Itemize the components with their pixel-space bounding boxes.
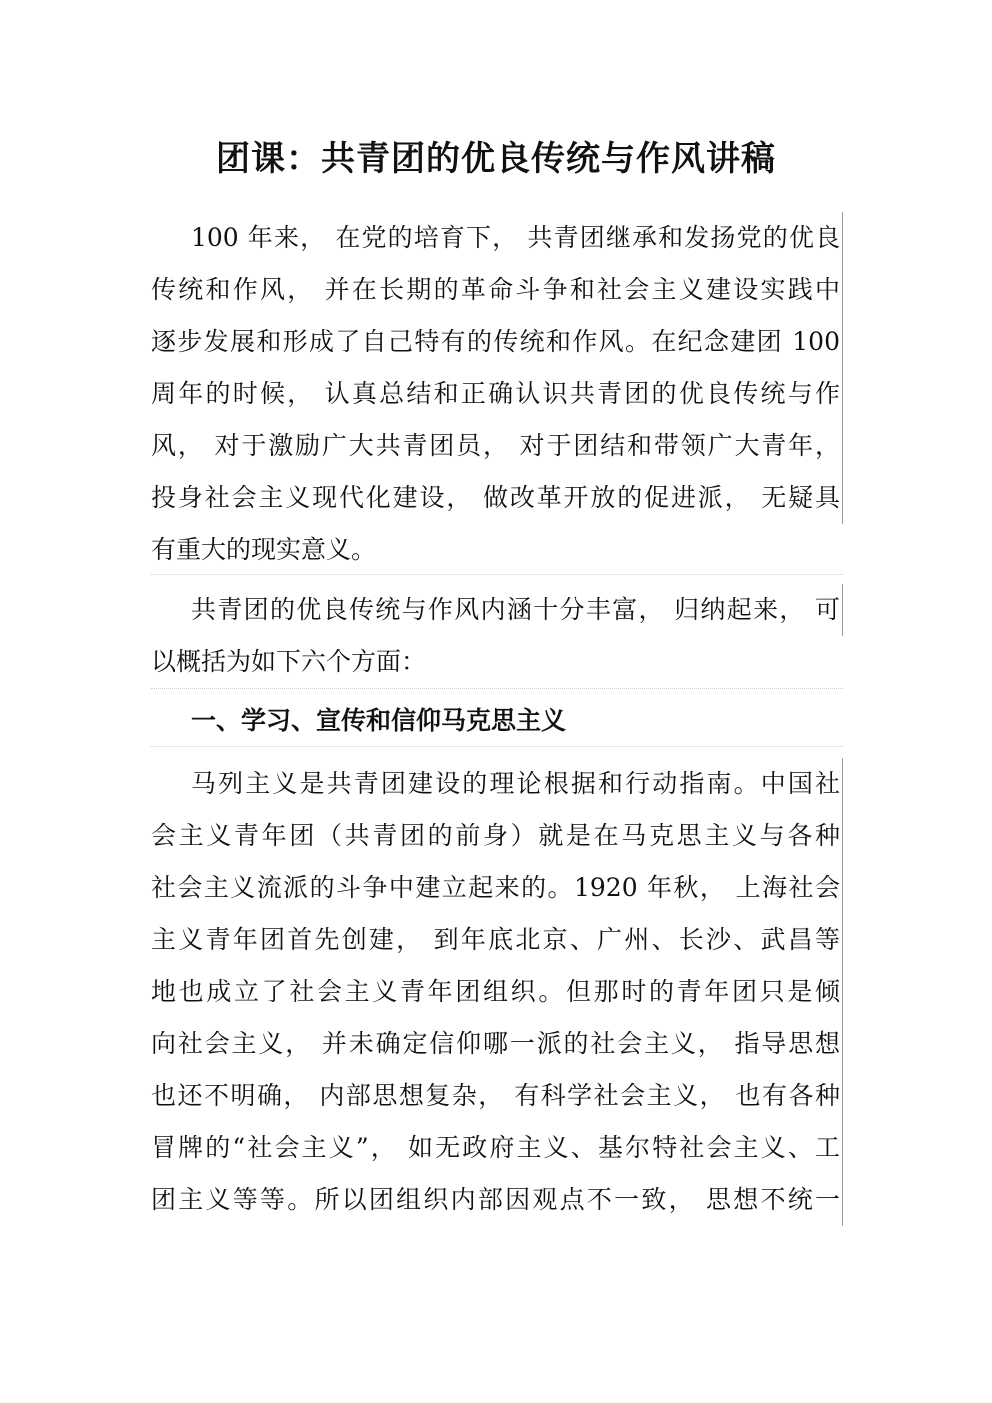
paragraph-line: 向社会主义， 并未确定信仰哪一派的社会主义， 指导思想	[151, 1018, 843, 1070]
paragraph-line: 风， 对于激励广大共青团员， 对于团结和带领广大青年，	[151, 420, 843, 472]
paragraph-line: 主义青年团首先创建， 到年底北京、广州、长沙、武昌等	[151, 914, 843, 966]
paragraph-line: 100 年来， 在党的培育下， 共青团继承和发扬党的优良	[151, 212, 843, 264]
paragraph-intro	[151, 212, 843, 576]
paragraph-line: 地也成立了社会主义青年团组织。但那时的青年团只是倾	[151, 966, 843, 1018]
paragraph-line: 马列主义是共青团建设的理论根据和行动指南。中国社	[151, 758, 843, 810]
paragraph-line: 逐步发展和形成了自己特有的传统和作风。在纪念建团 100	[151, 316, 843, 368]
paragraph-line: 周年的时候， 认真总结和正确认识共青团的优良传统与作	[151, 368, 843, 420]
page-title: 团课：共青团的优良传统与作风讲稿	[216, 139, 776, 179]
paragraph-line: 冒牌的“社会主义”， 如无政府主义、基尔特社会主义、工	[151, 1122, 843, 1174]
paragraph-overview	[151, 584, 843, 688]
paragraph-section1-body	[151, 758, 843, 1226]
paragraph-line: 也还不明确， 内部思想复杂， 有科学社会主义， 也有各种	[151, 1070, 843, 1122]
paragraph-line: 共青团的优良传统与作风内涵十分丰富， 归纳起来， 可	[151, 584, 843, 636]
paragraph-line: 投身社会主义现代化建设， 做改革开放的促进派， 无疑具	[151, 472, 843, 524]
paragraph-line: 有重大的现实意义。	[151, 535, 377, 564]
section-heading: 一、学习、宣传和信仰马克思主义	[191, 706, 567, 735]
paragraph-line: 会主义青年团（共青团的前身）就是在马克思主义与各种	[151, 810, 843, 862]
paragraph-line: 团主义等等。所以团组织内部因观点不一致， 思想不统一	[151, 1174, 843, 1226]
paragraph-divider	[151, 574, 843, 575]
paragraph-line: 传统和作风， 并在长期的革命斗争和社会主义建设实践中	[151, 264, 843, 316]
paragraph-line: 社会主义流派的斗争中建立起来的。1920 年秋， 上海社会	[151, 862, 843, 914]
paragraph-divider	[151, 688, 843, 689]
paragraph-divider	[151, 746, 843, 747]
paragraph-line: 以概括为如下六个方面：	[151, 647, 427, 676]
